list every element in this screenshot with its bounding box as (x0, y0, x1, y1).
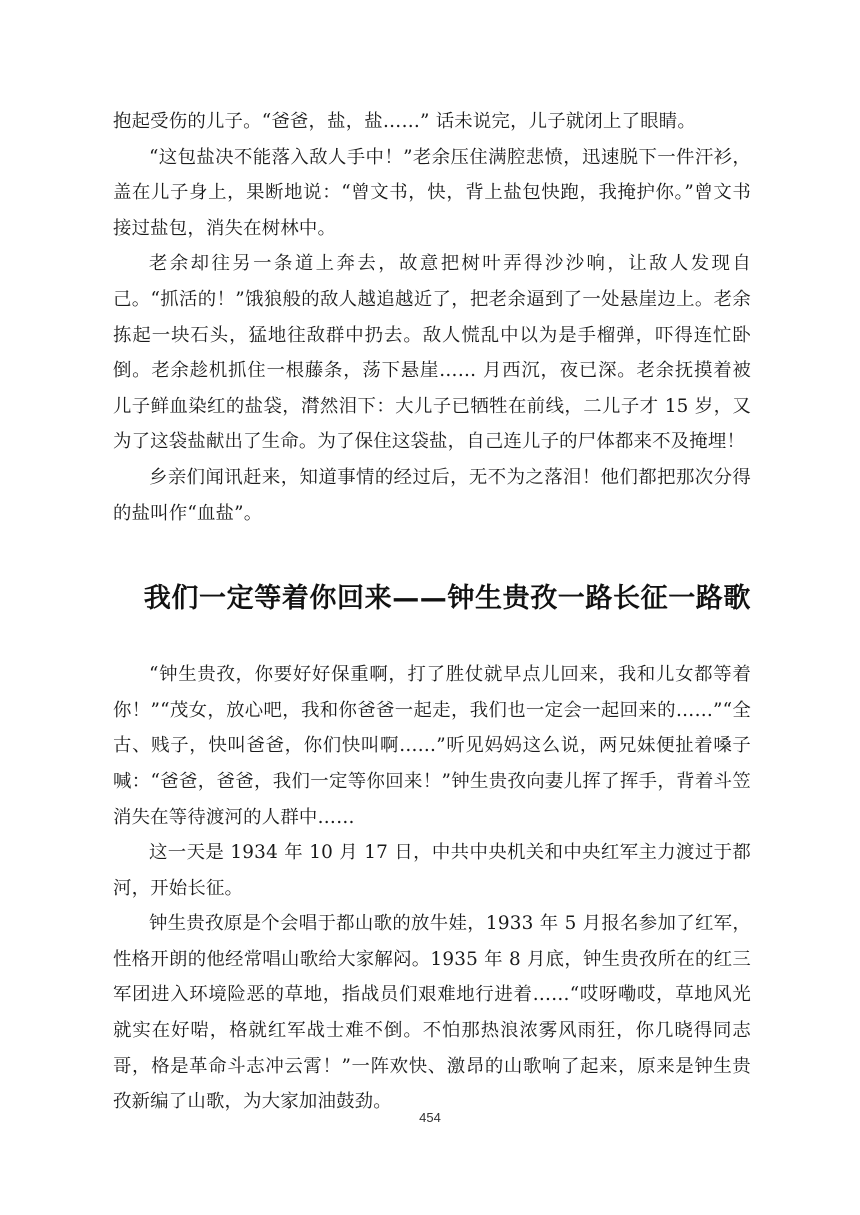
page-number: 454 (419, 1110, 441, 1125)
paragraph-continuation: 抱起受伤的儿子。“爸爸，盐，盐……” 话未说完，儿子就闭上了眼睛。 (113, 111, 696, 132)
paragraph: 这一天是 1934 年 10 月 17 日，中共中央机关和中央红军主力渡过于都河，开始长征。 (113, 842, 751, 899)
paragraph: 老余却往另一条道上奔去，故意把树叶弄得沙沙响，让敌人发现自己。“抓活的！”饿狼般的敌人越追越近了，把老余逼到了一处悬崖边上。老余拣起一块石头，猛地往敌群中扔去。敌人慌乱中以为是手榴弹，吓得连忙卧倒。老余趁机抓住一根藤条，荡下悬崖…… 月西沉，夜已深。老余抚摸着被儿子鲜血染红的盐袋，潸然泪下：大儿子已牺牲在前线，二儿子才 15 岁，又为了这袋盐献出了生命。为了保住这袋盐，自己连儿子的尸体都来不及掩埋！ (113, 253, 751, 453)
paragraph: 钟生贵孜原是个会唱于都山歌的放牛娃，1933 年 5 月报名参加了红军，性格开朗的他经常唱山歌给大家解闷。1935 年 8 月底，钟生贵孜所在的红三军团进入环境险恶的草地，指战员们艰难地行进着……“哎呀嘞哎，草地风光就实在好啱，格就红军战士难不倒。不怕那热浪浓雾风雨狂，你几晓得同志哥，格是革命斗志冲云霄！”一阵欢快、激昂的山歌响了起来，原来是钟生贵孜新编了山歌，为大家加油鼓劲。 (113, 913, 751, 1113)
page-body (113, 104, 751, 1120)
paragraph: “钟生贵孜，你要好好保重啊，打了胜仗就早点儿回来，我和儿女都等着你！”“茂女，放心吧，我和你爸爸一起走，我们也一定会一起回来的……”“全古、贱子，快叫爸爸，你们快叫啊……”听见妈妈这么说，两兄妹便扯着嗓子喊：“爸爸，爸爸，我们一定等你回来！”钟生贵孜向妻儿挥了挥手，背着斗笠消失在等待渡河的人群中…… (113, 664, 751, 828)
section-title: 我们一定等着你回来——钟生贵孜一路长征一路歌 (143, 583, 751, 615)
paragraph: “这包盐决不能落入敌人手中！”老余压住满腔悲愤，迅速脱下一件汗衫，盖在儿子身上，果断地说：“曾文书，快，背上盐包快跑，我掩护你。”曾文书接过盐包，消失在树林中。 (113, 146, 751, 239)
paragraph: 乡亲们闻讯赶来，知道事情的经过后，无不为之落泪！他们都把那次分得的盐叫作“血盐”。 (113, 466, 751, 524)
